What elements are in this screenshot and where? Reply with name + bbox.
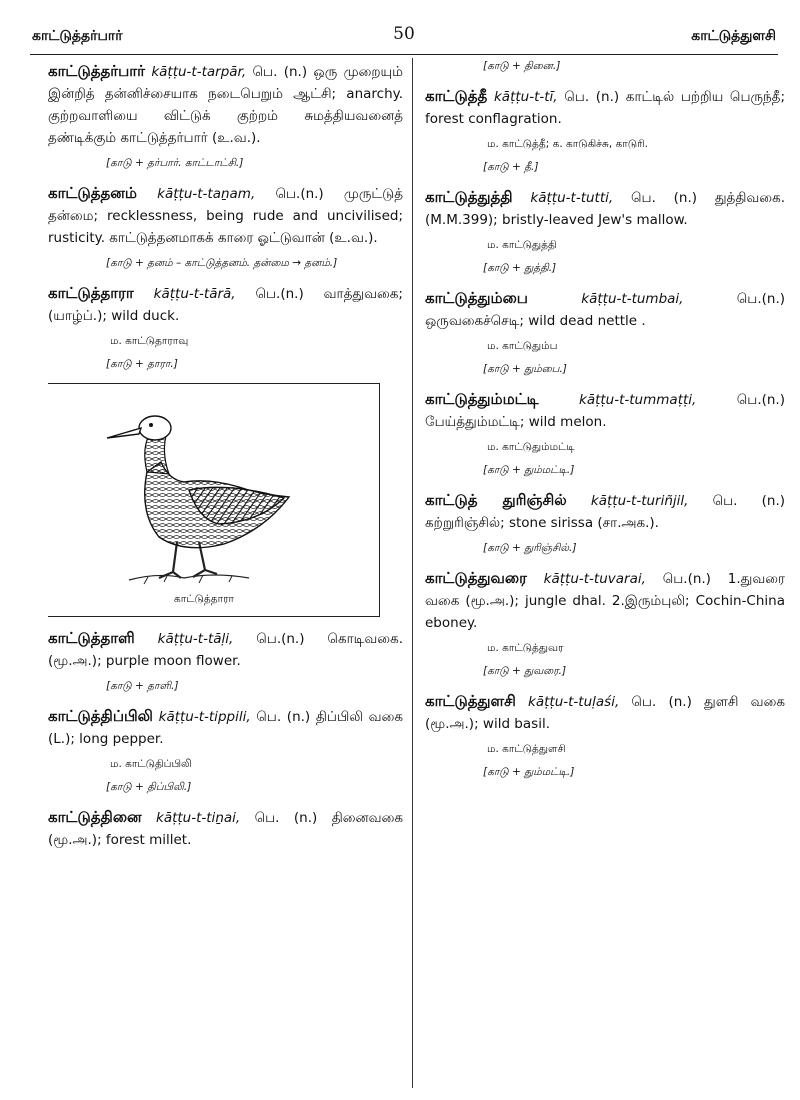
definition: பெ. (n.) ஒரு முறையும் இன்றித் தன்னிச்சையாக நடைபெறும் ஆட்சி; anarchy. குற்றவாளியை விட்டுக் குற்றம் சுமத்தியவனைத் தண்டிக்கும் காட்டுத்தர்பார் (உ.வ.).	[48, 64, 403, 146]
definition: பெ.(n.) பேய்த்தும்மட்டி; wild melon.	[425, 392, 785, 430]
etymology: [காடு + தீ.]	[483, 161, 539, 173]
headword: காட்டுத்தும்மட்டி	[425, 390, 539, 408]
running-head-left: காட்டுத்தர்பார்	[32, 28, 123, 44]
cognate: ம. காட்டுத்தீ; க. காடுகிச்சு, காடுரி.	[487, 138, 648, 150]
cognate: ம. காட்டுதும்மட்டி	[487, 441, 575, 453]
cognate: ம. காட்டுதிப்பிலி	[110, 758, 192, 770]
etymology: [காடு + தும்மட்டி.]	[483, 464, 575, 476]
transliteration: kāṭṭu-t-tumbai,	[581, 291, 684, 307]
transliteration: kāṭṭu-t-tarpār,	[151, 64, 247, 80]
wild-duck-illustration	[89, 402, 319, 592]
dictionary-entry	[425, 690, 785, 779]
definition: பெ. (n.) திப்பிலி வகை (L.); long pepper.	[48, 709, 403, 747]
etymology: [காடு + தும்பை.]	[483, 363, 567, 375]
etymology: [காடு + துரிஞ்சில்.]	[483, 542, 577, 554]
dictionary-entry	[425, 567, 785, 678]
etymology: [காடு + துத்தி.]	[483, 262, 557, 274]
dictionary-entry	[48, 182, 403, 270]
headword: காட்டுத்துளசி	[425, 692, 516, 710]
dictionary-entry	[48, 806, 403, 851]
dictionary-entry	[48, 627, 403, 693]
headword: காட்டுத்தினை	[48, 808, 142, 826]
headword: காட்டுத்துத்தி	[425, 188, 513, 206]
definition: பெ.(n.) முருட்டுத் தன்மை; recklessness, being rude and uncivilised; rusticity. காட்டுத்தனமாகக் காரை ஓட்டுவான் (உ.வ.).	[48, 186, 403, 246]
headword: காட்டுத்தாளி	[48, 629, 135, 647]
etymology: [காடு + தர்பார். காட்டாட்சி.]	[106, 157, 244, 169]
definition: பெ. (n.) துத்திவகை. (M.M.399); bristly-leaved Jew's mallow.	[425, 190, 785, 228]
definition: பெ. (n.) கற்றுரிஞ்சில்; stone sirissa (சா.அக.).	[425, 493, 785, 531]
page-header	[30, 24, 778, 55]
wild-duck-figure	[48, 383, 380, 617]
dictionary-entry	[48, 282, 403, 371]
dictionary-entry	[48, 60, 403, 170]
headword: காட்டுத் துரிஞ்சில்	[425, 491, 567, 509]
transliteration: kāṭṭu-t-tārā,	[153, 286, 236, 302]
definition: பெ. (n.) காட்டில் பற்றிய பெருந்தீ; forest conflagration.	[425, 89, 785, 127]
transliteration: kāṭṭu-t-tiṉai,	[156, 810, 241, 826]
cognate: ம. காட்டுதாராவு	[110, 335, 189, 347]
definition: பெ.(n.) கொடிவகை. (மூ.அ.); purple moon flower.	[48, 631, 403, 669]
transliteration: kāṭṭu-t-tuvarai,	[543, 571, 646, 587]
definition: பெ.(n.) ஒருவகைச்செடி; wild dead nettle .	[425, 291, 785, 329]
transliteration: kāṭṭu-t-tī,	[493, 89, 558, 105]
headword: காட்டுத்தாரா	[48, 284, 134, 302]
transliteration: kāṭṭu-t-tuḷaśi,	[528, 694, 620, 710]
transliteration: kāṭṭu-t-turiñjil,	[590, 493, 689, 509]
transliteration: kāṭṭu-t-tāḷi,	[157, 631, 234, 647]
headword: காட்டுத்தர்பார்	[48, 62, 145, 80]
headword: காட்டுத்தும்பை	[425, 289, 528, 307]
definition: பெ. (n.) தினைவகை (மூ.அ.); forest millet.	[48, 810, 403, 848]
figure-caption: காட்டுத்தாரா	[173, 593, 234, 605]
transliteration: kāṭṭu-t-tummaṭṭi,	[579, 392, 697, 408]
cognate: ம. காட்டுத்துவர	[487, 642, 564, 654]
headword: காட்டுத்திப்பிலி	[48, 707, 153, 725]
etymology: [காடு + தும்மட்டி.]	[483, 766, 575, 778]
dictionary-entry	[425, 85, 785, 174]
etymology-continued: [காடு + தினை.]	[483, 60, 561, 72]
transliteration: kāṭṭu-t-taṉam,	[157, 186, 256, 202]
etymology: [காடு + துவரை.]	[483, 665, 567, 677]
etymology: [காடு + தாரா.]	[106, 358, 178, 370]
dictionary-entry	[425, 287, 785, 376]
running-head-right: காட்டுத்துளசி	[691, 28, 776, 44]
transliteration: kāṭṭu-t-tutti,	[530, 190, 614, 206]
cognate: ம. காட்டுதும்ப	[487, 340, 558, 352]
transliteration: kāṭṭu-t-tippili,	[158, 709, 251, 725]
left-column	[48, 60, 403, 1090]
etymology: [காடு + திப்பிலி.]	[106, 781, 192, 793]
column-divider	[412, 58, 413, 1088]
headword: காட்டுத்தனம்	[48, 184, 137, 202]
cognate: ம. காட்டுதுத்தி	[487, 239, 557, 251]
dictionary-entry	[425, 489, 785, 555]
headword: காட்டுத்தீ	[425, 87, 488, 105]
etymology: [காடு + தனம் – காட்டுத்தனம். தன்மை → தனம்.]	[106, 257, 338, 269]
page-number: 50	[393, 24, 415, 44]
definition: பெ.(n.) 1.துவரை வகை (மூ.அ.); jungle dhal. 2.இரும்புலி; Cochin-China eboney.	[425, 571, 785, 631]
headword: காட்டுத்துவரை	[425, 569, 527, 587]
dictionary-entry	[425, 186, 785, 275]
definition: பெ. (n.) துளசி வகை (மூ.அ.); wild basil.	[425, 694, 785, 732]
right-column	[425, 60, 785, 1090]
dictionary-entry	[425, 388, 785, 477]
definition: பெ.(n.) வாத்துவகை; (யாழ்ப்.); wild duck.	[48, 286, 403, 324]
etymology: [காடு + தாளி.]	[106, 680, 179, 692]
cognate: ம. காட்டுத்துளசி	[487, 743, 566, 755]
dictionary-entry	[48, 705, 403, 794]
